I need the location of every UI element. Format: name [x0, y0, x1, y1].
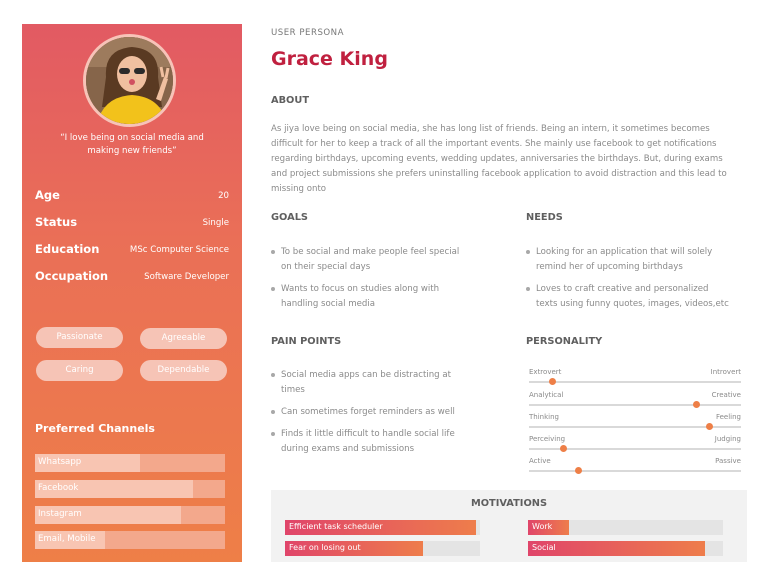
stat-status — [35, 215, 229, 231]
goals-list — [271, 245, 461, 312]
scale-marker — [560, 445, 567, 452]
channel-bar — [35, 531, 225, 549]
scale-left-label: Perceiving — [529, 435, 566, 443]
scale-track — [529, 470, 741, 472]
about-text: As jiya love being on social media, she has long list of friends. Being an intern, it sometimes becomes difficult for her to keep a track of all the important events. She mainly use facebook to get notifications regarding birthdays, upcoming events, wedding updates, anniversaries the birthdays. But, during exams and project submissions she prefers uninstalling facebook application to avoid distraction and this lead to missing onto — [271, 124, 727, 194]
goals-title: GOALS — [271, 212, 308, 223]
list-item: Wants to focus on studies along with handling social media — [271, 282, 461, 312]
scale-marker — [549, 378, 556, 385]
motivation-bar — [285, 520, 480, 535]
needs-title: NEEDS — [526, 212, 563, 223]
profile-photo-icon — [86, 37, 176, 127]
stat-age — [35, 188, 229, 204]
scale-right-label: Creative — [711, 391, 741, 399]
scale-right-label: Passive — [715, 457, 741, 465]
scale-track — [529, 404, 741, 406]
scale-right-label: Introvert — [710, 368, 741, 376]
personality-scale — [529, 413, 741, 433]
list-item: Looking for an application that will solely remind her of upcoming birthdays — [526, 245, 731, 275]
avatar — [83, 34, 176, 127]
preferred-channels-title: Preferred Channels — [35, 422, 155, 435]
motivation-label: Social — [532, 543, 556, 552]
channel-bar — [35, 454, 225, 472]
channel-label: Whatsapp — [38, 457, 82, 467]
stat-value: MSc Computer Science — [129, 245, 229, 255]
motivation-bar — [528, 520, 723, 535]
stat-label: Age — [35, 188, 60, 202]
motivations-title: MOTIVATIONS — [470, 498, 548, 509]
motivation-bar — [285, 541, 480, 556]
scale-track — [529, 381, 741, 383]
motivation-label: Efficient task scheduler — [289, 522, 383, 531]
trait-badge: Passionate — [36, 327, 123, 348]
persona-quote: “I love being on social media and making new friends” — [60, 133, 204, 156]
scale-marker — [693, 401, 700, 408]
channel-bar — [35, 480, 225, 498]
profile-sidebar — [22, 24, 242, 562]
stat-value: Software Developer — [144, 272, 229, 282]
about-title: ABOUT — [271, 95, 310, 106]
list-item: Social media apps can be distracting at times — [271, 368, 456, 398]
pain-points-list — [271, 368, 456, 457]
scale-left-label: Extrovert — [529, 368, 562, 376]
trait-badge: Dependable — [140, 360, 227, 381]
scale-marker — [575, 467, 582, 474]
trait-badge: Agreeable — [140, 328, 227, 349]
channel-bar — [35, 506, 225, 524]
personality-scale — [529, 457, 741, 477]
motivation-bar — [528, 541, 723, 556]
personality-scale — [529, 435, 741, 455]
scale-left-label: Analytical — [529, 391, 564, 399]
persona-name: Grace King — [271, 48, 388, 70]
list-item: Can sometimes forget reminders as well — [271, 405, 456, 420]
personality-scale — [529, 368, 741, 388]
stat-label: Occupation — [35, 269, 109, 283]
motivation-label: Fear on losing out — [289, 543, 361, 552]
list-item: Loves to craft creative and personalized texts using funny quotes, images, videos,etc — [526, 282, 731, 312]
channel-label: Facebook — [38, 483, 79, 493]
list-item: To be social and make people feel special on their special days — [271, 245, 461, 275]
channel-label: Email, Mobile — [38, 534, 96, 544]
list-item: Finds it little difficult to handle social life during exams and submissions — [271, 427, 456, 457]
personality-title: PERSONALITY — [526, 336, 603, 347]
stat-education — [35, 242, 229, 258]
stat-occupation — [35, 269, 229, 285]
stat-label: Education — [35, 242, 100, 256]
scale-left-label: Thinking — [529, 413, 559, 421]
stat-value: 20 — [218, 191, 229, 201]
scale-left-label: Active — [529, 457, 551, 465]
needs-list — [526, 245, 731, 312]
stat-label: Status — [35, 215, 78, 229]
stat-value: Single — [202, 218, 229, 228]
personality-scale — [529, 391, 741, 411]
scale-right-label: Feeling — [715, 413, 741, 421]
trait-badge: Caring — [36, 360, 123, 381]
scale-right-label: Judging — [714, 435, 741, 443]
page-eyebrow: USER PERSONA — [271, 28, 344, 38]
motivations-panel — [271, 490, 747, 562]
motivation-label: Work — [532, 522, 553, 531]
channel-label: Instagram — [38, 509, 82, 519]
scale-marker — [706, 423, 713, 430]
pain-points-title: PAIN POINTS — [271, 336, 342, 347]
